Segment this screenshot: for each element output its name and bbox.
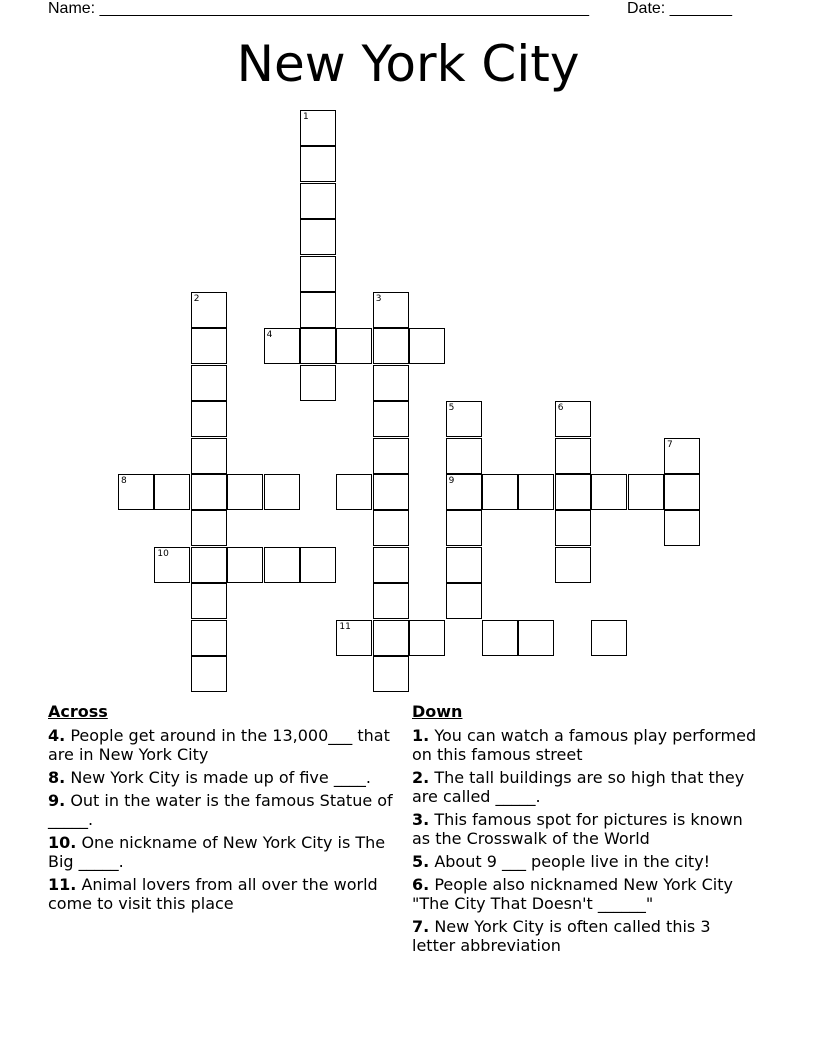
grid-cell[interactable] (154, 547, 190, 583)
grid-cell[interactable] (191, 474, 227, 510)
clue-text: New York City is often called this 3 letter abbreviation (412, 917, 711, 955)
grid-cell[interactable] (191, 510, 227, 546)
grid-cell[interactable] (191, 328, 227, 364)
clue-down-5 (412, 852, 757, 871)
clue-across-4 (48, 726, 393, 764)
name-field[interactable]: Name: _______________________________________________________ (48, 0, 589, 17)
grid-cell[interactable] (300, 110, 336, 146)
grid-cell[interactable] (227, 474, 263, 510)
grid-cell[interactable] (373, 474, 409, 510)
grid-cell[interactable] (336, 474, 372, 510)
grid-cell[interactable] (300, 328, 336, 364)
clue-text: The tall buildings are so high that they are called _____. (412, 768, 745, 806)
down-heading: Down (412, 702, 463, 721)
grid-cell[interactable] (628, 474, 664, 510)
grid-cell[interactable] (336, 328, 372, 364)
grid-cell[interactable] (227, 547, 263, 583)
grid-cell[interactable] (300, 219, 336, 255)
grid-cell[interactable] (482, 620, 518, 656)
grid-cell[interactable] (555, 547, 591, 583)
grid-cell[interactable] (373, 438, 409, 474)
grid-cell[interactable] (482, 474, 518, 510)
grid-cell[interactable] (555, 401, 591, 437)
clue-number-label: 7 (667, 439, 673, 450)
clue-number-label: 4 (266, 330, 273, 341)
grid-cell[interactable] (555, 474, 591, 510)
clue-number: 5. (412, 852, 430, 871)
clue-text: You can watch a famous play performed on this famous street (412, 726, 757, 764)
grid-cell[interactable] (555, 510, 591, 546)
clue-number: 6. (412, 875, 430, 894)
grid-cell[interactable] (373, 583, 409, 619)
clue-number: 1. (412, 726, 430, 745)
page-title: New York City (236, 35, 580, 93)
clue-number: 3. (412, 810, 430, 829)
grid-cell[interactable] (409, 328, 445, 364)
grid-cell[interactable] (373, 547, 409, 583)
clue-number-label: 6 (557, 403, 564, 414)
grid-cell[interactable] (409, 620, 445, 656)
clue-text: Out in the water is the famous Statue of _____. (48, 791, 393, 829)
clue-number: 4. (48, 726, 66, 745)
clue-number: 2. (412, 768, 430, 787)
grid-cell[interactable] (664, 438, 700, 474)
grid-cell[interactable] (191, 438, 227, 474)
clue-number-label: 11 (339, 621, 351, 632)
grid-cell[interactable] (446, 474, 482, 510)
clue-number: 8. (48, 768, 66, 787)
clue-text: New York City is made up of five ____. (70, 768, 371, 787)
grid-cell[interactable] (373, 510, 409, 546)
clue-across-10 (48, 833, 393, 871)
clue-across-9 (48, 791, 393, 829)
clue-number-label: 3 (375, 294, 382, 304)
date-field[interactable]: Date: _______ (627, 0, 732, 17)
grid-cell[interactable] (446, 583, 482, 619)
clue-down-3 (412, 810, 757, 848)
grid-cell[interactable] (300, 183, 336, 219)
clue-down-7 (412, 917, 757, 955)
clue-down-6 (412, 875, 757, 913)
grid-cell[interactable] (373, 292, 409, 328)
grid-cell[interactable] (264, 547, 300, 583)
clue-number: 9. (48, 791, 66, 810)
grid-cell[interactable] (191, 365, 227, 401)
grid-cell[interactable] (191, 583, 227, 619)
grid-cell[interactable] (446, 401, 482, 437)
grid-cell[interactable] (373, 620, 409, 656)
grid-cell[interactable] (154, 474, 190, 510)
grid-cell[interactable] (191, 656, 227, 692)
grid-cell[interactable] (191, 401, 227, 437)
grid-cell[interactable] (446, 547, 482, 583)
clue-down-1 (412, 726, 757, 764)
grid-cell[interactable] (591, 620, 627, 656)
grid-cell[interactable] (191, 620, 227, 656)
clue-number-label: 1 (303, 112, 309, 122)
grid-cell[interactable] (300, 146, 336, 182)
grid-cell[interactable] (264, 474, 300, 510)
grid-cell[interactable] (664, 474, 700, 510)
grid-cell[interactable] (300, 547, 336, 583)
clue-text: People get around in the 13,000___ that are in New York City (48, 726, 390, 764)
grid-cell[interactable] (591, 474, 627, 510)
grid-cell[interactable] (446, 510, 482, 546)
down-clues (412, 702, 757, 959)
clue-number-label: 10 (157, 548, 169, 559)
across-heading: Across (48, 702, 108, 721)
grid-cell[interactable] (191, 292, 227, 328)
grid-cell[interactable] (373, 328, 409, 364)
grid-cell[interactable] (118, 474, 154, 510)
clue-number: 11. (48, 875, 77, 894)
grid-cell[interactable] (555, 438, 591, 474)
clue-down-2 (412, 768, 757, 806)
clue-across-8 (48, 768, 393, 787)
grid-cell[interactable] (264, 328, 300, 364)
clue-number-label: 9 (448, 476, 455, 486)
grid-cell[interactable] (373, 365, 409, 401)
clue-text: About 9 ___ people live in the city! (434, 852, 711, 871)
clue-text: Animal lovers from all over the world come to visit this place (48, 875, 378, 913)
grid-cell[interactable] (518, 474, 554, 510)
grid-cell[interactable] (336, 620, 372, 656)
grid-cell[interactable] (300, 256, 336, 292)
across-clues (48, 702, 393, 917)
grid-cell[interactable] (191, 547, 227, 583)
grid-cell[interactable] (373, 656, 409, 692)
clue-number-label: 5 (448, 403, 455, 414)
grid-cell[interactable] (300, 292, 336, 328)
clue-number: 7. (412, 917, 430, 936)
clue-across-11 (48, 875, 393, 913)
grid-cell[interactable] (446, 438, 482, 474)
clue-text: One nickname of New York City is The Big _____. (48, 833, 386, 871)
grid-cell[interactable] (518, 620, 554, 656)
clue-number-label: 2 (193, 294, 200, 304)
clue-text: People also nicknamed New York City "The City That Doesn't ______" (412, 875, 733, 913)
clue-number-label: 8 (121, 476, 127, 486)
grid-cell[interactable] (300, 365, 336, 401)
grid-cell[interactable] (373, 401, 409, 437)
clue-text: This famous spot for pictures is known as the Crosswalk of the World (412, 810, 743, 848)
clue-number: 10. (48, 833, 77, 852)
grid-cell[interactable] (664, 510, 700, 546)
